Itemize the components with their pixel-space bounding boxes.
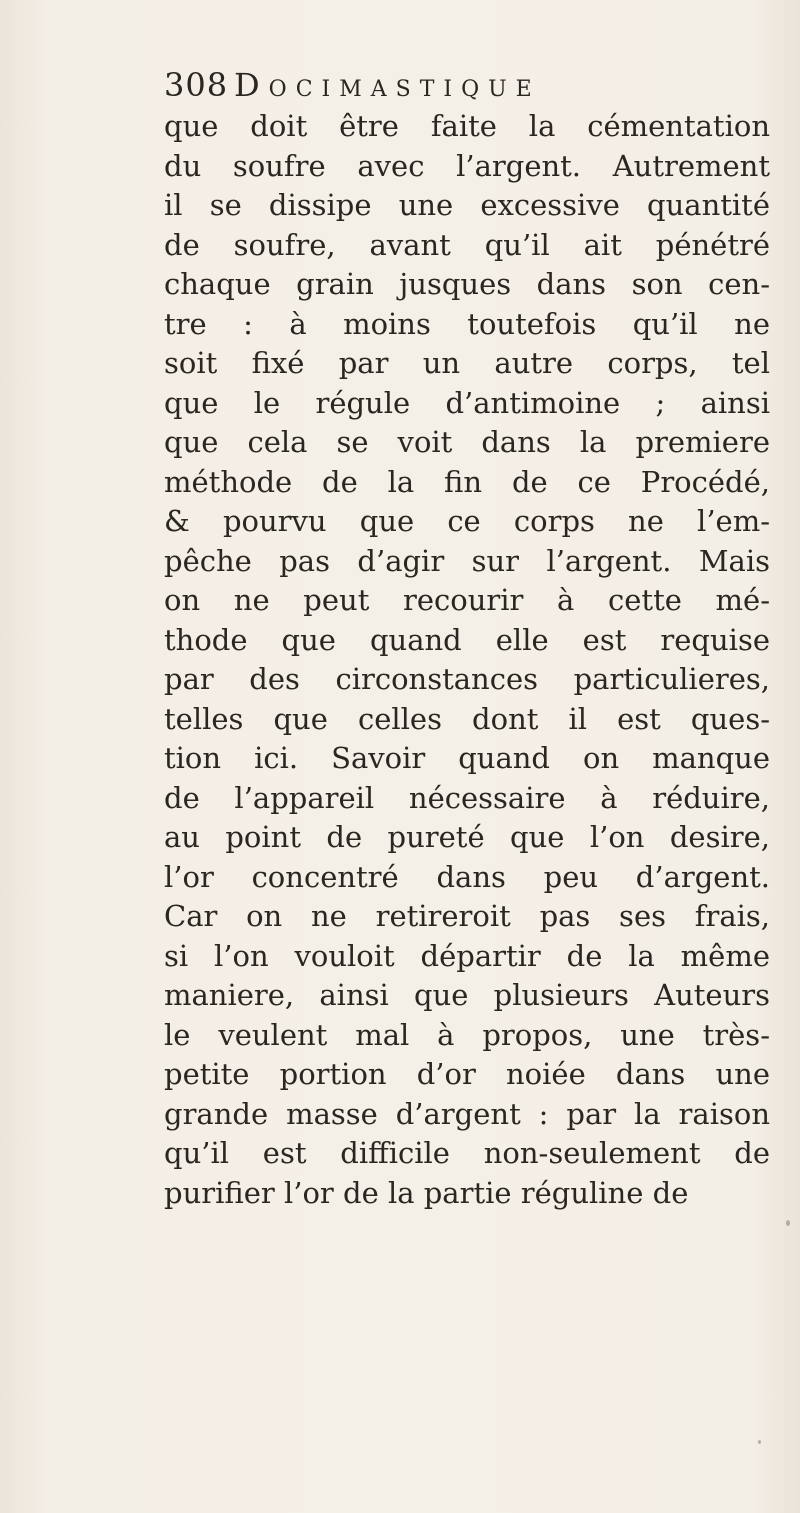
text-line: que doit être faite la cémentation <box>164 109 770 143</box>
body-text <box>164 107 784 1213</box>
page-number: 308 <box>164 66 229 104</box>
text-line: Car on ne retireroit pas ses frais, <box>164 899 770 933</box>
text-line: thode que quand elle est requise <box>164 622 770 657</box>
text-line: du soufre avec l’argent. Autrement <box>164 148 770 183</box>
text-line: maniere, ainsi que plusieurs Auteurs <box>164 978 770 1012</box>
paper-speck <box>758 1440 761 1444</box>
text-line: il se dissipe une excessive quantité <box>164 188 770 222</box>
paper-speck <box>786 1220 790 1226</box>
text-line: par des circonstances particulieres, <box>164 662 770 696</box>
text-line: & pourvu que ce corps ne l’em- <box>164 504 770 538</box>
text-line: telles que celles dont il est ques- <box>164 701 770 736</box>
text-line: l’or concentré dans peu d’argent. <box>164 859 770 894</box>
text-line: que le régule d’antimoine ; ainsi <box>164 385 770 420</box>
text-line: méthode de la fin de ce Procédé, <box>164 464 770 499</box>
text-line: tre : à moins toutefois qu’il ne <box>164 306 770 341</box>
page-header <box>164 63 664 107</box>
text-line: tion ici. Savoir quand on manque <box>164 741 770 775</box>
text-line: pêche pas d’agir sur l’argent. Mais <box>164 543 770 578</box>
text-line: on ne peut recourir à cette mé- <box>164 583 770 617</box>
text-line: si l’on vouloit départir de la même <box>164 938 770 973</box>
text-line: petite portion d’or noiée dans une <box>164 1057 770 1091</box>
text-line: grande masse d’argent : par la raison <box>164 1096 770 1131</box>
text-line: le veulent mal à propos, une très- <box>164 1017 770 1052</box>
text-line: chaque grain jusques dans son cen- <box>164 267 770 301</box>
text-line: de soufre, avant qu’il ait pénétré <box>164 227 770 262</box>
text-line: de l’appareil nécessaire à réduire, <box>164 780 770 815</box>
text-line: qu’il est difficile non-seulement de <box>164 1136 770 1170</box>
text-line: soit fixé par un autre corps, tel <box>164 346 770 380</box>
text-line: que cela se voit dans la premiere <box>164 425 770 459</box>
text-line: au point de pureté que l’on desire, <box>164 820 770 854</box>
running-title: Docimastique <box>234 66 541 104</box>
text-line: purifier l’or de la partie réguline de <box>164 1175 689 1210</box>
